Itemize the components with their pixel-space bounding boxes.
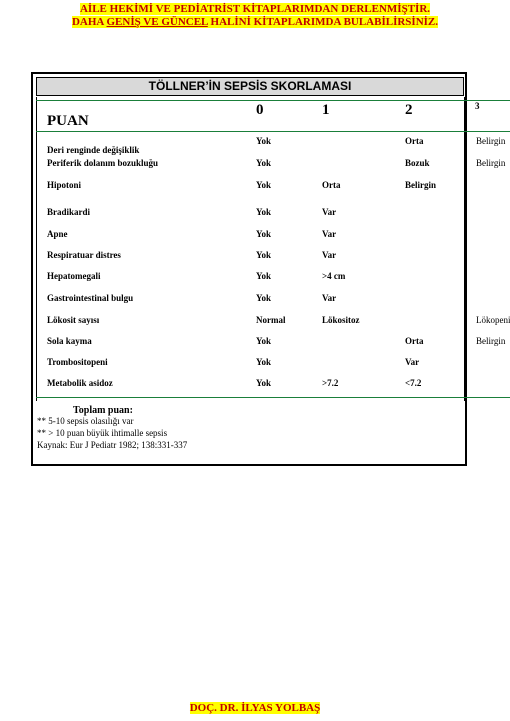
row-cell-2: Belirgin [405,180,436,190]
row-cell-1: Var [322,250,337,260]
row-label: Metabolik asidoz [47,378,113,388]
row-cell-1: Var [322,229,337,239]
row-cell-0: Yok [256,250,272,260]
total-label: Toplam puan: [73,405,133,416]
row-label: Gastrointestinal bulgu [47,293,134,303]
row-cell-2: Orta [405,336,424,346]
row-cell-1: >4 cm [322,271,346,281]
note-2: ** > 10 puan büyük ihtimalle sepsis [37,428,168,438]
row-cell-0: Yok [256,293,272,303]
row-cell-1: Orta [322,180,341,190]
bottom-rule [36,397,510,398]
row-label: Hipotoni [47,180,82,190]
row-cell-3: Lökopeni [476,315,510,325]
row-cell-0: Yok [256,229,272,239]
header-line-2: DAHA GENİŞ VE GÜNCEL HALİNİ KİTAPLARIMDA BULABİLİRSİNİZ. [71,16,439,28]
row-label: Respiratuar distres [47,250,121,260]
row-label: Periferik dolanım bozukluğu [47,158,159,168]
row-label: Lökosit sayısı [47,315,100,325]
row-cell-2: Var [405,357,420,367]
score-1: 1 [322,102,330,118]
row-label: Apne [47,229,68,239]
row-cell-2: <7.2 [405,378,422,388]
row-cell-0: Yok [256,378,272,388]
table-title: TÖLLNER’İN SEPSİS SKORLAMASI [36,77,464,96]
row-cell-1: Var [322,293,337,303]
header-line-1: AİLE HEKİMİ VE PEDİATRİST KİTAPLARIMDAN DERLENMİŞTİR. [79,3,431,15]
row-cell-3: Belirgin [476,136,506,146]
table-left-border [36,97,37,401]
row-cell-2: Orta [405,136,424,146]
header-rule [36,100,510,101]
score-3: 3 [475,101,480,111]
row-cell-1: >7.2 [322,378,339,388]
row-label: Trombositopeni [47,357,108,367]
row-label: Hepatomegali [47,271,101,281]
row-cell-0: Yok [256,357,272,367]
row-cell-0: Yok [256,136,272,146]
author-name: DOÇ. DR. İLYAS YOLBAŞ [189,702,321,714]
row-cell-3: Belirgin [476,336,506,346]
puan-label: PUAN [47,113,89,129]
score-2: 2 [405,102,413,118]
row-cell-0: Yok [256,158,272,168]
row-cell-1: Var [322,207,337,217]
row-label: Bradikardi [47,207,91,217]
row-cell-1: Lökositoz [322,315,360,325]
row-cell-0: Yok [256,271,272,281]
row-cell-0: Normal [256,315,286,325]
row-cell-0: Yok [256,336,272,346]
table-right-border [464,97,465,401]
row-cell-3: Belirgin [476,158,506,168]
source-line: Kaynak: Eur J Pediatr 1982; 138:331-337 [37,440,188,450]
row-cell-0: Yok [256,207,272,217]
row-label: Deri renginde değişiklik [47,145,140,155]
note-1: ** 5-10 sepsis olasılığı var [37,416,134,426]
row-cell-2: Bozuk [405,158,430,168]
row-cell-0: Yok [256,180,272,190]
score-rule [36,131,510,132]
row-label: Sola kayma [47,336,92,346]
score-0: 0 [256,102,264,118]
